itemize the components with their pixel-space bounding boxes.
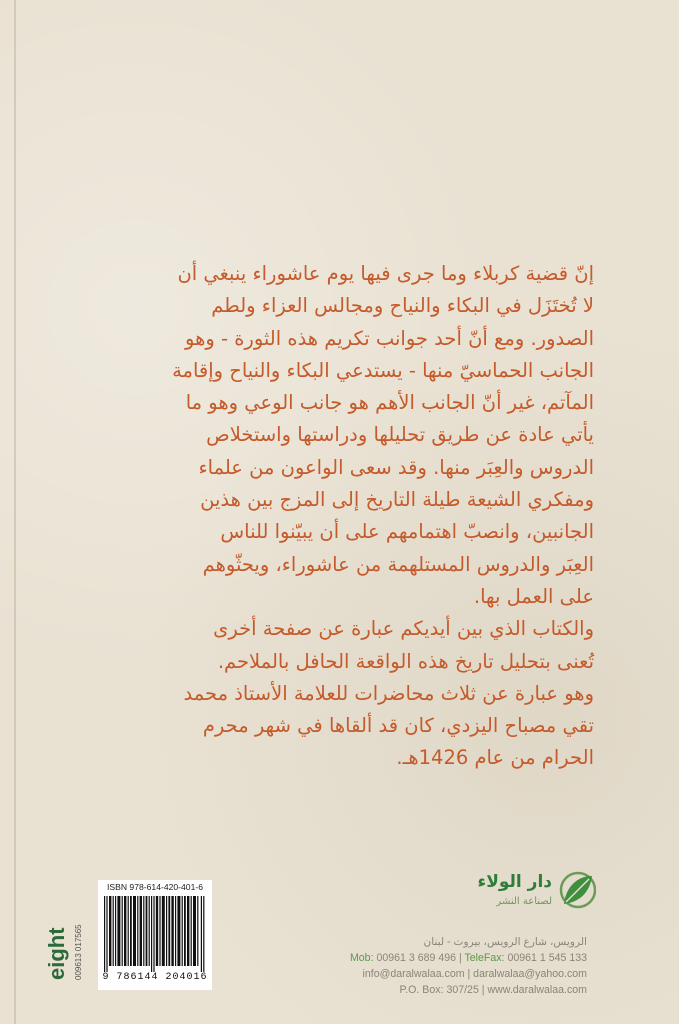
blurb-line: الحرام من عام 1426هـ. bbox=[396, 746, 594, 770]
back-cover-blurb bbox=[110, 258, 594, 775]
blurb-line: الصدور. ومع أنّ أحد جوانب تكريم هذه الثورة - وهو bbox=[185, 326, 594, 350]
spine-fold bbox=[14, 0, 16, 1024]
blurb-line: على العمل بها. bbox=[473, 584, 594, 608]
blurb-line: يأتي عادة عن طريق تحليلها ودراستها واستخلاص bbox=[206, 423, 594, 447]
publisher-contact bbox=[350, 934, 587, 998]
address-text: الرويس، شارع الرويس، بيروت - لبنان bbox=[423, 936, 587, 948]
telefax-number: 00961 1 545 133 bbox=[507, 952, 587, 964]
telefax-label: TeleFax: bbox=[464, 952, 505, 964]
blurb-line: العِبَر والدروس المستلهمة من عاشوراء، ويحثّوهم bbox=[202, 552, 594, 576]
blurb-line: والكتاب الذي بين أيديكم عبارة عن صفحة أخرى bbox=[213, 617, 594, 641]
isbn-label: ISBN 978-614-420-401-6 bbox=[106, 882, 204, 892]
blurb-line: تُعنى بتحليل تاريخ هذه الواقعة الحافل بالملاحم. bbox=[217, 649, 594, 673]
blurb-line: لا تُختَزَل في البكاء والنياح ومجالس العزاء ولطم bbox=[211, 294, 594, 318]
blurb-line: إنّ قضية كربلاء وما جرى فيها يوم عاشوراء ينبغي أن bbox=[177, 262, 594, 285]
blurb-line: وهو عبارة عن ثلاث محاضرات للعلامة الأستاذ محمد bbox=[183, 681, 594, 705]
blurb-line: الجانب الحماسيّ منها - يستدعي البكاء والنياح وإقامة bbox=[172, 358, 594, 382]
phone-line: Mob: 00961 3 689 496 | TeleFax: 00961 1 545 133 bbox=[349, 952, 587, 964]
publisher-name: دار الولاء bbox=[477, 872, 552, 892]
isbn-digits: 9 786144 204016 bbox=[102, 972, 208, 983]
blurb-line: المآتم، غير أنّ الجانب الأهم هو جانب الوعي وهو ما bbox=[185, 391, 594, 415]
isbn-barcode bbox=[98, 880, 212, 990]
leaf-circle-icon bbox=[556, 868, 596, 912]
barcode-bars bbox=[104, 896, 206, 972]
mob-number: 00961 3 689 496 bbox=[376, 952, 457, 964]
pobox-text: P.O. Box: 307/25 | www.daralwalaa.com bbox=[399, 984, 587, 996]
publisher-slogan: لصناعة النشر bbox=[496, 896, 552, 907]
blurb-line: ومفكري الشيعة طيلة التاريخ إلى المزج بين هذين bbox=[200, 488, 594, 512]
blurb-line: الدروس والعِبَر منها. وقد سعى الواعون من علماء bbox=[198, 455, 594, 479]
publisher-block bbox=[440, 866, 600, 914]
imprint-code: 009613 017565 bbox=[74, 924, 83, 980]
mob-label: Mob: bbox=[349, 952, 374, 964]
eight-logo: eight bbox=[44, 927, 69, 980]
blurb-line: الجانبين، وانصبّ اهتمامهم على أن يبيّنوا للناس bbox=[220, 520, 594, 544]
blurb-line: تقي مصباح اليزدي، كان قد ألقاها في شهر محرم bbox=[202, 714, 594, 738]
email-text: info@daralwalaa.com | daralwalaa@yahoo.com bbox=[362, 968, 587, 980]
